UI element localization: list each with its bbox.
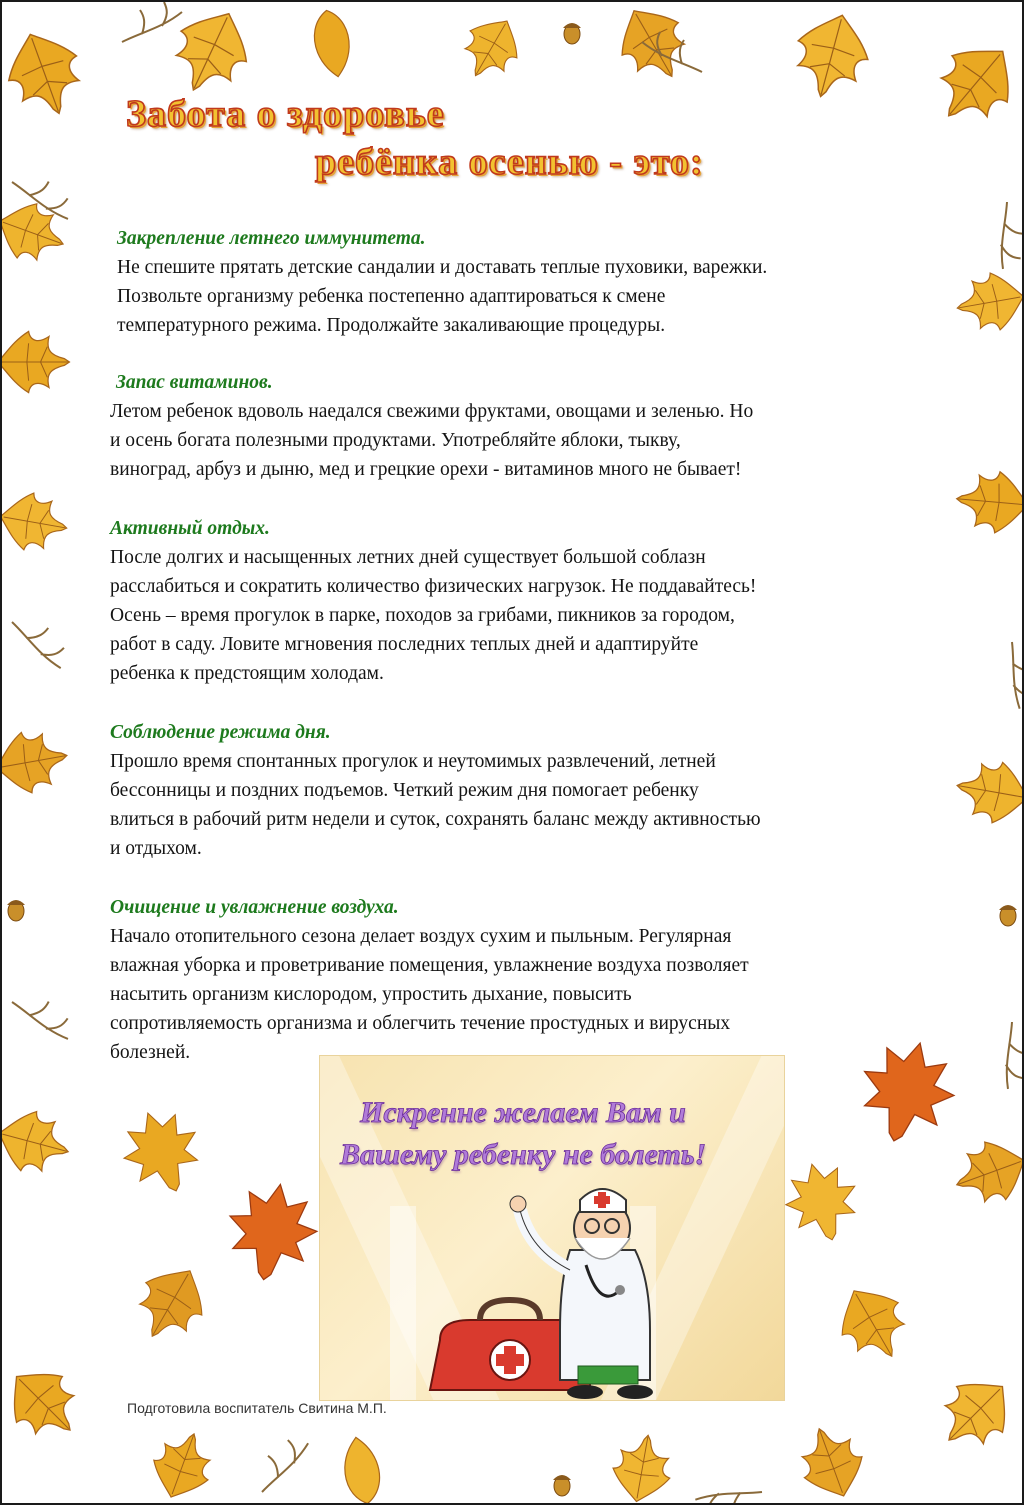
acorn-left [7,900,25,921]
oak-leaf-2 [826,1275,920,1373]
body-line: Начало отопительного сезона делает воздух сухим и пыльным. Регулярная [110,926,732,947]
leaf-left-5 [2,1104,76,1182]
acorn-bottom [553,1475,571,1496]
section-heading: Запас витаминов. [116,372,273,393]
section-air-quality [110,897,970,1067]
acorn-top [563,23,581,44]
body-line: Позвольте организму ребенка постепенно адаптироваться к смене [117,286,666,307]
wish-line-2: Вашему ребенку не болеть! [340,1138,707,1171]
leaf-bottom-1 [144,1424,221,1503]
body-line: Не спешите прятать детские сандалии и доставать теплые пуховики, варежки. [117,257,768,278]
body-line: виноград, арбуз и дыню, мед и грецкие орехи - витаминов много не бывает! [110,459,742,480]
title-line-1: Забота о здоровье [126,93,445,135]
section-body [110,543,970,688]
leaf-top-5 [606,2,700,92]
body-line: насытить организм кислородом, упростить дыхание, повысить [110,984,632,1005]
section-body [110,922,970,1067]
section-body [110,747,970,863]
section-heading: Активный отдых. [110,518,270,539]
body-line: После долгих и насыщенных летних дней существует большой соблазн [110,547,706,568]
section-body [110,397,970,484]
oak-leaf-1 [124,1255,218,1353]
section-immunity [110,228,970,340]
maple-leaf-2 [220,1177,324,1287]
body-line: Осень – время прогулок в парке, походов за грибами, пикников за городом, [110,605,735,626]
leaf-top-3 [310,8,355,80]
leaf-top-left [2,22,93,126]
leaf-left-4 [2,725,72,798]
doctor-illustration [410,1170,710,1400]
leaf-top-6 [786,6,877,106]
title-line-2: ребёнка осенью - это: [315,141,704,183]
section-body [110,253,970,340]
body-line: работ в саду. Ловите мгновения последних теплых дней и адаптируйте [110,634,699,655]
section-active-rest [110,518,970,688]
body-line: и отдыхом. [110,838,202,859]
leaf-right-5 [926,1364,1022,1463]
body-line: расслабиться и сократить количество физических нагрузок. Не поддавайтесь! [110,576,757,597]
wish-line-1: Искренне желаем Вам и [360,1096,686,1129]
body-line: Летом ребенок вдоволь наедался свежими фруктами, овощами и зеленью. Но [110,401,754,422]
leaf-left-6 [2,1354,93,1453]
body-line: и осень богата полезными продуктами. Употребляйте яблоки, тыкву, [110,430,681,451]
author-credit: Подготовила воспитатель Свитина М.П. [127,1400,387,1416]
leaf-top-4 [452,8,530,90]
section-heading: Соблюдение режима дня. [110,722,331,743]
wish-card [320,1056,784,1400]
leaf-bottom-3 [608,1430,676,1503]
body-line: влиться в рабочий ритм недели и суток, сохранять баланс между активностью [110,809,761,830]
section-daily-routine [110,722,970,863]
section-heading: Очищение и увлажнение воздуха. [110,897,399,918]
body-line: сопротивляемость организма и облегчить течение простудных и вирусных [110,1013,731,1034]
body-line: влажная уборка и проветривание помещения, увлажнение воздуха позволяет [110,955,749,976]
leaf-right-4 [946,1132,1022,1214]
body-line: бессонницы и поздних подъемов. Четкий режим дня помогает ребенку [110,780,699,801]
leaf-left-3 [2,488,72,556]
body-line: температурного режима. Продолжайте закаливающие процедуры. [117,315,666,336]
maple-leaf-4 [777,1155,866,1249]
body-line: болезней. [110,1042,191,1063]
leaf-bottom-2 [339,1434,384,1503]
acorn-right [999,905,1017,926]
body-line: Прошло время спонтанных прогулок и неутомимых развлечений, летней [110,751,716,772]
body-line: ребенка к предстоящим холодам. [110,663,384,684]
leaf-bottom-4 [790,1418,872,1503]
maple-leaf-1 [112,1100,211,1204]
section-heading: Закрепление летнего иммунитета. [117,228,426,249]
leaf-top-right [921,28,1022,139]
leaf-left-2 [2,331,69,392]
section-vitamins [110,372,970,484]
